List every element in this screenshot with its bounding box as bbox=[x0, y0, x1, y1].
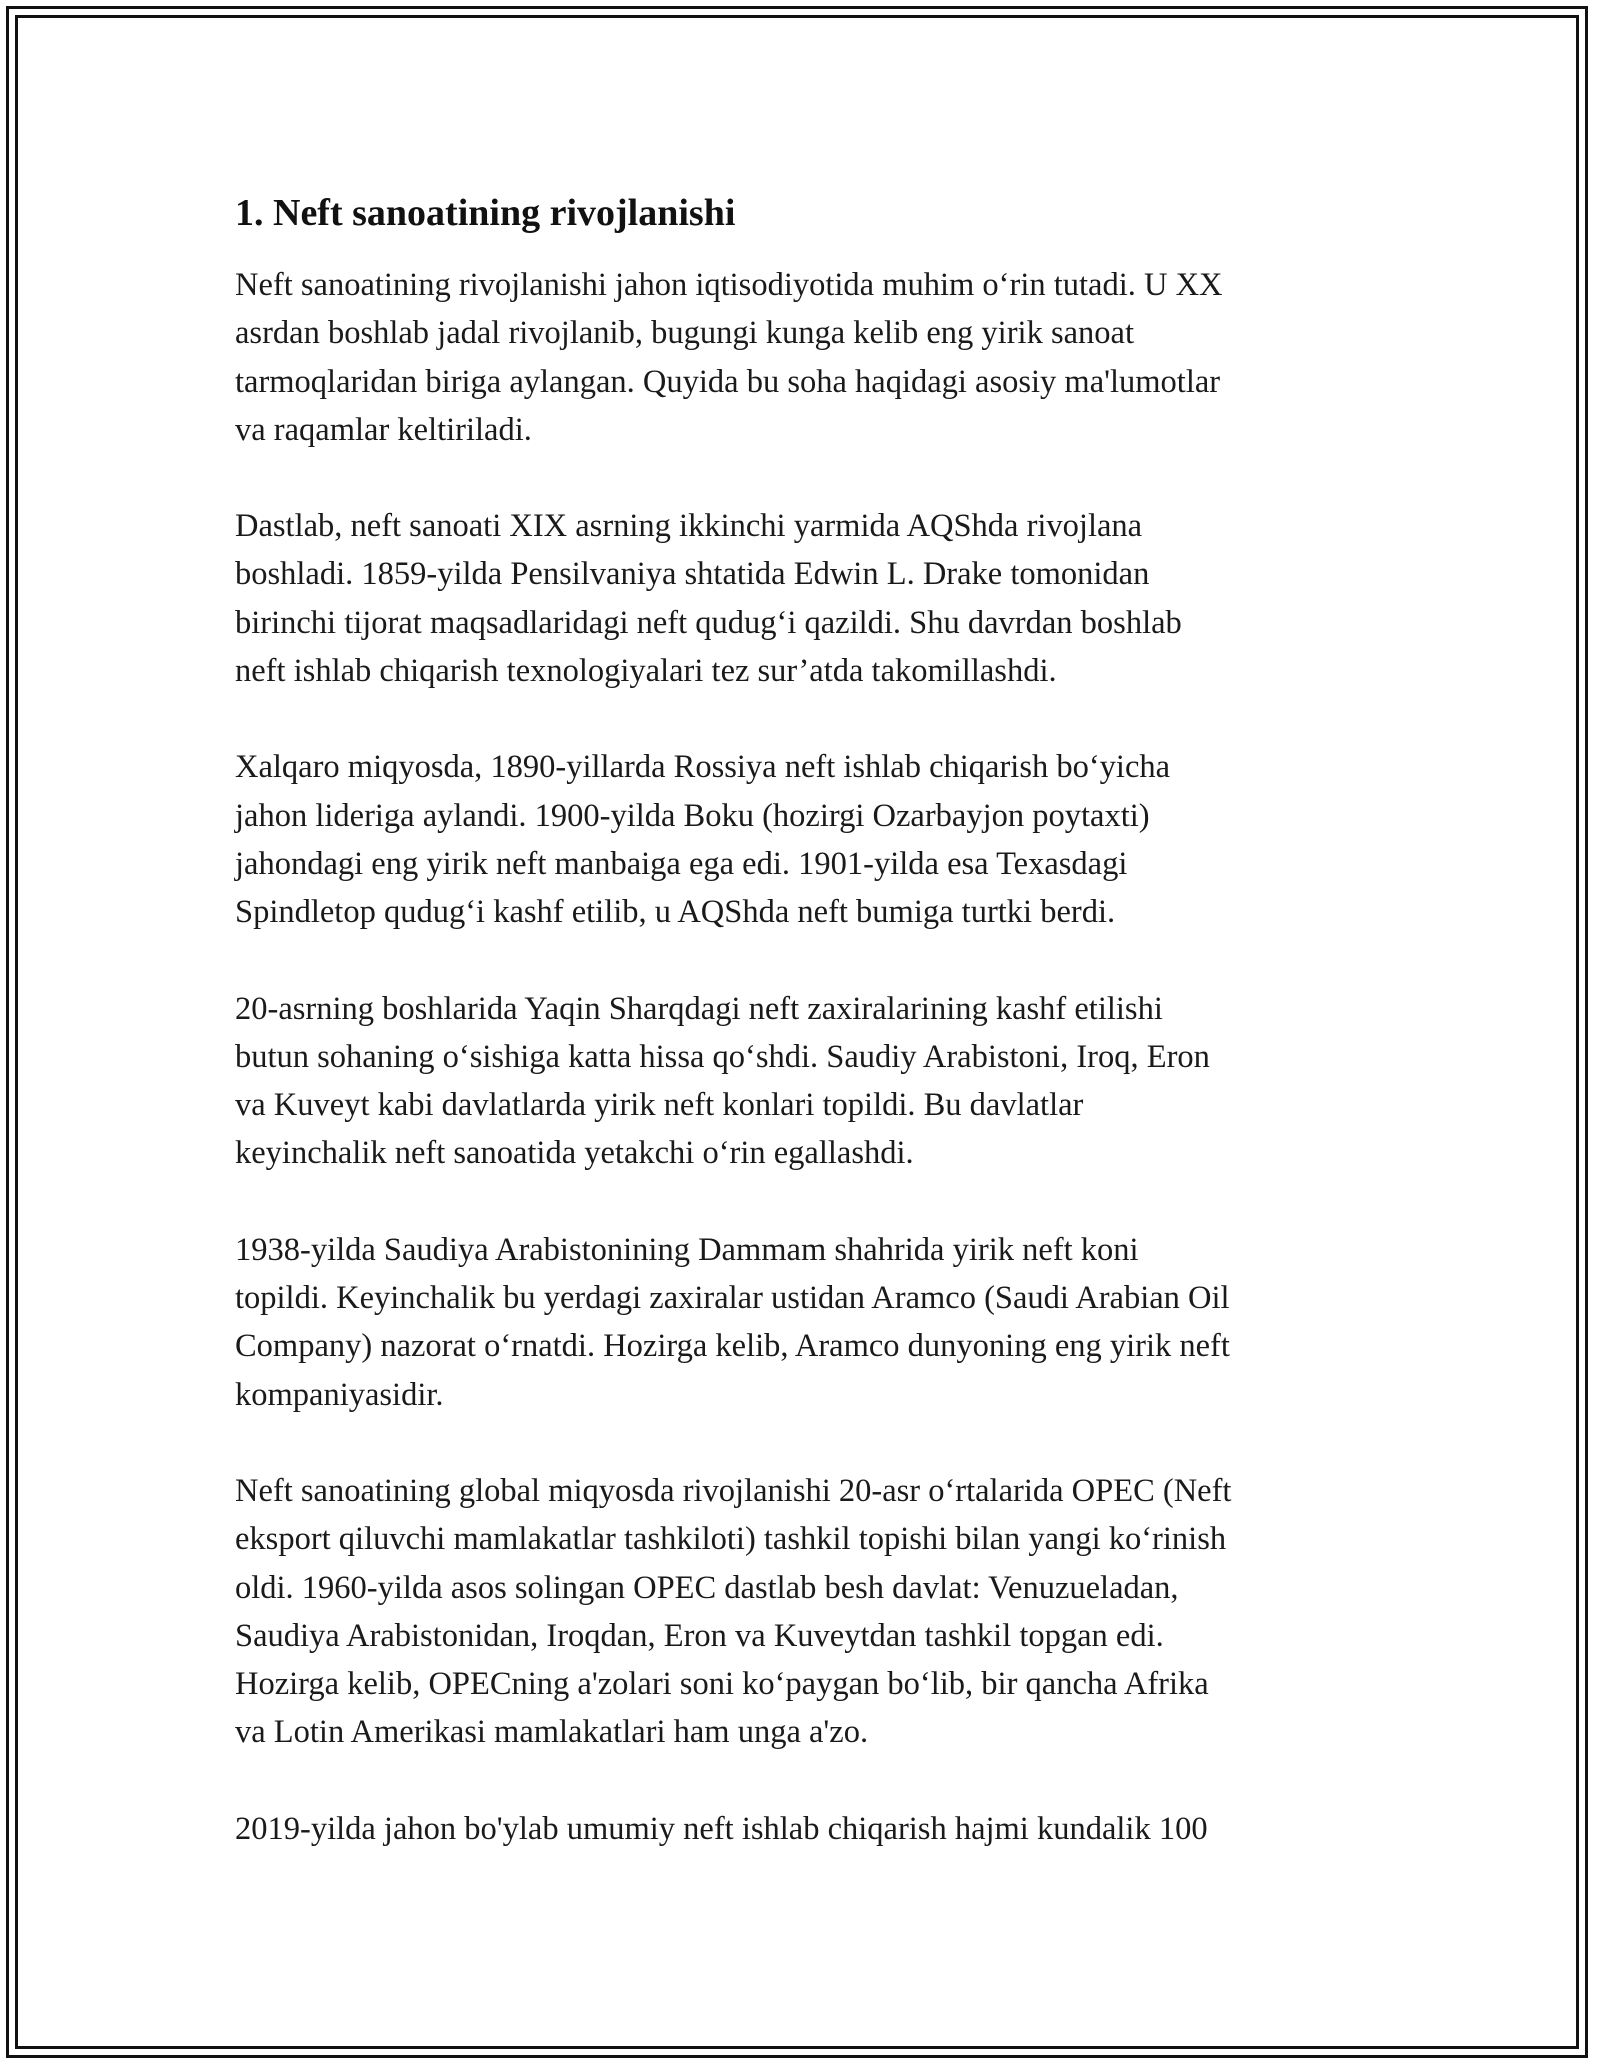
paragraph-line: tarmoqlaridan biriga aylangan. Quyida bu soha haqidagi asosiy ma'lumotlar bbox=[235, 363, 1221, 400]
paragraph-line: 20-asrning boshlarida Yaqin Sharqdagi neft zaxiralarining kashf etilishi bbox=[235, 990, 1163, 1027]
paragraph-line: boshladi. 1859-yilda Pensilvaniya shtatida Edwin L. Drake tomonidan bbox=[235, 556, 1150, 593]
paragraph-line: topildi. Keyinchalik bu yerdagi zaxiralar ustidan Aramco (Saudi Arabian Oil bbox=[235, 1280, 1230, 1317]
paragraph-line: va raqamlar keltiriladi. bbox=[235, 411, 532, 448]
paragraph bbox=[235, 502, 1375, 695]
paragraph-line: keyinchalik neft sanoatida yetakchi o‘rin egallashdi. bbox=[235, 1135, 914, 1172]
paragraph bbox=[235, 985, 1375, 1178]
paragraph-list bbox=[235, 261, 1375, 1853]
paragraph-line: eksport qiluvchi mamlakatlar tashkiloti) tashkil topishi bilan yangi ko‘rinish bbox=[235, 1521, 1227, 1558]
paragraph-line: 1938-yilda Saudiya Arabistonining Dammam shahrida yirik neft koni bbox=[235, 1231, 1139, 1268]
paragraph bbox=[235, 1226, 1375, 1419]
paragraph bbox=[235, 1805, 1375, 1853]
paragraph-line: va Lotin Amerikasi mamlakatlari ham unga a'zo. bbox=[235, 1714, 869, 1751]
paragraph-line: asrdan boshlab jadal rivojlanib, bugungi kunga kelib eng yirik sanoat bbox=[235, 315, 1134, 352]
paragraph-line: jahon lideriga aylandi. 1900-yilda Boku (hozirgi Ozarbayjon poytaxti) bbox=[235, 797, 1150, 834]
paragraph bbox=[235, 1467, 1375, 1757]
paragraph-line: 2019-yilda jahon bo'ylab umumiy neft ishlab chiqarish hajmi kundalik 100 bbox=[235, 1810, 1208, 1847]
paragraph-line: Company) nazorat o‘rnatdi. Hozirga kelib, Aramco dunyoning eng yirik neft bbox=[235, 1328, 1230, 1365]
paragraph-line: Neft sanoatining rivojlanishi jahon iqtisodiyotida muhim o‘rin tutadi. U XX bbox=[235, 267, 1223, 303]
section-heading: 1. Neft sanoatining rivojlanishi bbox=[235, 192, 736, 234]
paragraph-line: va Kuveyt kabi davlatlarda yirik neft konlari topildi. Bu davlatlar bbox=[235, 1087, 1084, 1124]
paragraph-line: Xalqaro miqyosda, 1890-yillarda Rossiya neft ishlab chiqarish bo‘yicha bbox=[235, 749, 1171, 786]
paragraph-line: neft ishlab chiqarish texnologiyalari tez sur’atda takomillashdi. bbox=[235, 653, 1057, 690]
paragraph-line: birinchi tijorat maqsadlaridagi neft qudug‘i qazildi. Shu davrdan boshlab bbox=[235, 604, 1182, 641]
paragraph-line: Hozirga kelib, OPECning a'zolari soni ko‘paygan bo‘lib, bir qancha Afrika bbox=[235, 1666, 1209, 1703]
paragraph bbox=[235, 743, 1375, 936]
paragraph bbox=[235, 261, 1375, 454]
paragraph-line: butun sohaning o‘sishiga katta hissa qo‘shdi. Saudiy Arabistoni, Iroq, Eron bbox=[235, 1038, 1210, 1075]
paragraph-line: kompaniyasidir. bbox=[235, 1376, 444, 1413]
paragraph-line: Neft sanoatining global miqyosda rivojlanishi 20-asr o‘rtalarida OPEC (Neft bbox=[235, 1472, 1232, 1509]
paragraph-line: Dastlab, neft sanoati XIX asrning ikkinchi yarmida AQShda rivojlana bbox=[235, 508, 1143, 545]
document-body bbox=[235, 185, 1375, 1901]
paragraph-line: Spindletop qudug‘i kashf etilib, u AQShda neft bumiga turtki berdi. bbox=[235, 894, 1116, 931]
paragraph-line: jahondagi eng yirik neft manbaiga ega edi. 1901-yilda esa Texasdagi bbox=[235, 845, 1128, 882]
paragraph-line: Saudiya Arabistonidan, Iroqdan, Eron va Kuveytdan tashkil topgan edi. bbox=[235, 1617, 1164, 1654]
paragraph-line: oldi. 1960-yilda asos solingan OPEC dastlab besh davlat: Venuzueladan, bbox=[235, 1569, 1179, 1606]
